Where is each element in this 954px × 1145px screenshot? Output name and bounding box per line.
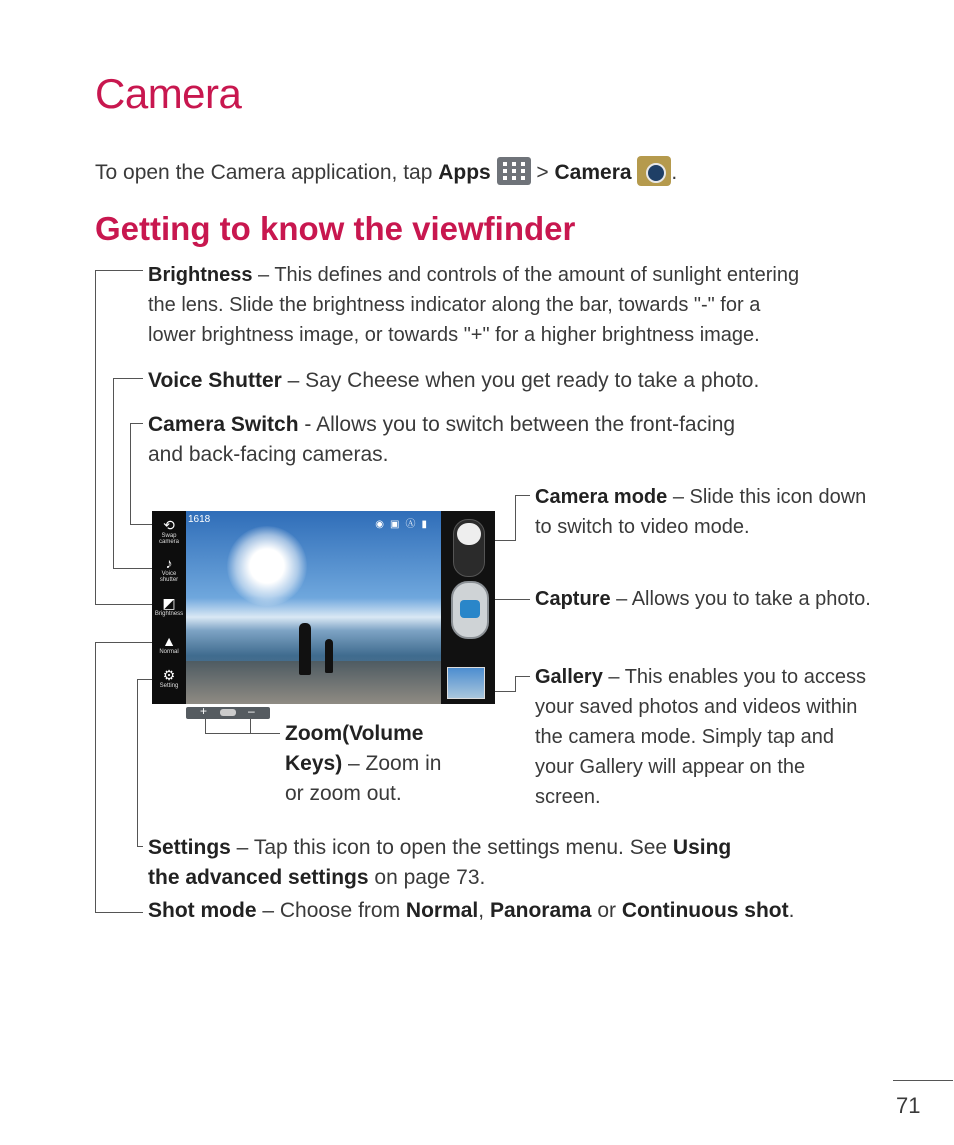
- page-number-rule: [893, 1080, 953, 1081]
- battery-status-icon: ▮: [421, 519, 433, 530]
- capture-camera-icon: [460, 600, 480, 618]
- camera-mode-description: [535, 482, 935, 542]
- status-icons: [375, 515, 433, 530]
- settings-leader-v: [137, 679, 138, 846]
- capture-text: – Allows you to take a photo.: [610, 588, 871, 610]
- viewfinder-left-menu: [152, 511, 186, 704]
- shot-mode-button[interactable]: [154, 633, 184, 655]
- shot-mode-panorama: Panorama: [489, 899, 592, 922]
- swap-camera-label: Swap camera: [158, 533, 179, 545]
- zoom-leader-v1: [205, 719, 206, 733]
- sun-glare: [227, 526, 307, 606]
- camera-switch-line2: and back-facing cameras.: [148, 443, 389, 466]
- volume-keys: [186, 704, 270, 719]
- auto-status-icon: Ⓐ: [405, 519, 422, 530]
- person-silhouette-child: [325, 639, 333, 673]
- camera-mode-line1: – Slide this icon down: [667, 486, 867, 508]
- shot-mode-normal: Normal: [405, 899, 479, 922]
- size-status-icon: ▣: [390, 519, 406, 530]
- zoom-term-line1: Zoom(Volume: [285, 722, 424, 745]
- zoom-leader-v2: [250, 719, 251, 733]
- camera-label: Camera: [554, 161, 632, 184]
- camera-mode-switch[interactable]: [453, 519, 485, 577]
- shotmode-leader-v: [95, 642, 96, 913]
- brightness-leader-end: [95, 604, 152, 605]
- shotmode-leader-top: [95, 642, 152, 643]
- shot-mode-term: Shot mode: [148, 899, 257, 922]
- gallery-line2: your saved photos and videos within: [535, 696, 858, 718]
- intro-suffix: .: [671, 161, 678, 184]
- settings-button[interactable]: [154, 667, 184, 689]
- voice-shutter-description: [148, 366, 759, 396]
- settings-label: Setting: [159, 683, 179, 689]
- gallery-line4: your Gallery will appear on the: [535, 756, 806, 778]
- settings-term: Settings: [148, 836, 231, 859]
- volume-plus: +: [200, 704, 208, 718]
- switch-leader-v: [130, 423, 131, 524]
- brightness-line1: – This defines and controls of the amount of sunlight entering: [252, 264, 800, 286]
- capture-term: Capture: [535, 588, 611, 610]
- shot-mode-or: or: [591, 899, 622, 922]
- person-silhouette-adult: [299, 623, 311, 675]
- settings-leader-top: [137, 679, 152, 680]
- voice-shutter-button[interactable]: [154, 555, 184, 583]
- apps-label: Apps: [438, 161, 491, 184]
- voice-shutter-text: – Say Cheese when you get ready to take a photo.: [281, 369, 760, 392]
- brightness-description: [148, 260, 908, 350]
- shotmode-leader-end: [95, 912, 143, 913]
- zoom-line3: or zoom out.: [285, 782, 402, 805]
- shot-mode-period: .: [788, 899, 795, 922]
- zoom-line2: – Zoom in: [342, 752, 442, 775]
- voice-status-icon: ◉: [375, 519, 391, 530]
- shot-mode-continuous: Continuous shot: [621, 899, 789, 922]
- intro-separator: >: [536, 161, 555, 184]
- settings-line2: on page 73.: [368, 866, 486, 889]
- gear-icon: ⚙: [162, 667, 176, 683]
- gallery-line5: screen.: [535, 786, 601, 808]
- shot-mode-label: Normal: [159, 649, 179, 655]
- section-heading: Getting to know the viewfinder: [95, 210, 576, 247]
- gallery-line1: – This enables you to access: [602, 666, 866, 688]
- brightness-term: Brightness: [148, 264, 253, 286]
- brightness-leader-v: [95, 270, 96, 605]
- switch-leader-h: [130, 423, 143, 424]
- brightness-line3: lower brightness image, or towards "+" for a higher brightness image.: [148, 324, 760, 346]
- volume-minus: –: [248, 704, 255, 718]
- viewfinder-screenshot: [152, 511, 495, 704]
- settings-description: [148, 833, 908, 893]
- gallery-leader-v: [515, 676, 516, 692]
- intro-prefix: To open the Camera application, tap: [95, 161, 439, 184]
- camera-switch-description: [148, 410, 868, 470]
- camera-mode-term: Camera mode: [535, 486, 668, 508]
- gallery-line3: the camera mode. Simply tap and: [535, 726, 835, 748]
- intro-text: [95, 156, 677, 186]
- settings-link-part1: Using: [672, 836, 732, 859]
- brightness-icon: ◩: [162, 595, 176, 611]
- camera-mode-knob[interactable]: [457, 523, 481, 545]
- gallery-thumbnail[interactable]: [447, 667, 485, 699]
- settings-line1: – Tap this icon to open the settings menu. See: [230, 836, 673, 859]
- swap-camera-icon: ⟲: [163, 517, 175, 533]
- camera-mode-leader-v: [515, 495, 516, 541]
- brightness-leader-h: [95, 270, 143, 271]
- voice-leader-v: [113, 378, 114, 568]
- viewfinder-right-controls: [441, 511, 495, 704]
- switch-leader-end: [130, 524, 152, 525]
- page-number: 71: [896, 1093, 921, 1118]
- voice-shutter-label: Voice shutter: [159, 571, 179, 583]
- shot-mode-description: [148, 896, 794, 926]
- brightness-button[interactable]: [154, 595, 184, 617]
- zoom-term-line2: Keys): [285, 752, 343, 775]
- page-title: Camera: [95, 70, 242, 117]
- settings-link-part2: the advanced settings: [148, 866, 369, 889]
- gallery-description: [535, 662, 935, 812]
- camera-switch-line1: - Allows you to switch between the front-facing: [298, 413, 736, 436]
- zoom-leader-h: [205, 733, 280, 734]
- shot-mode-comma: ,: [478, 899, 490, 922]
- brightness-label: Brightness: [154, 611, 184, 617]
- voice-shutter-term: Voice Shutter: [148, 369, 282, 392]
- shot-mode-text: – Choose from: [256, 899, 406, 922]
- capture-description: [535, 584, 871, 614]
- camera-mode-leader-end: [515, 495, 530, 496]
- gallery-term: Gallery: [535, 666, 603, 688]
- brightness-line2: the lens. Slide the brightness indicator along the bar, towards "-" for a: [148, 294, 761, 316]
- landscape-icon: ▲: [162, 633, 176, 649]
- settings-leader-end: [137, 846, 143, 847]
- voice-leader-h: [113, 378, 143, 379]
- microphone-icon: ♪: [165, 555, 173, 571]
- camera-switch-term: Camera Switch: [148, 413, 299, 436]
- volume-center: [220, 709, 236, 716]
- swap-camera-button[interactable]: [154, 517, 184, 545]
- capture-button[interactable]: [451, 581, 489, 639]
- zoom-description: [285, 719, 485, 809]
- gallery-leader-end: [515, 676, 530, 677]
- camera-mode-line2: to switch to video mode.: [535, 516, 750, 538]
- shot-counter: 1618: [188, 514, 211, 525]
- voice-leader-end: [113, 568, 152, 569]
- apps-grid-icon: [497, 157, 531, 185]
- camera-app-icon: [637, 156, 671, 186]
